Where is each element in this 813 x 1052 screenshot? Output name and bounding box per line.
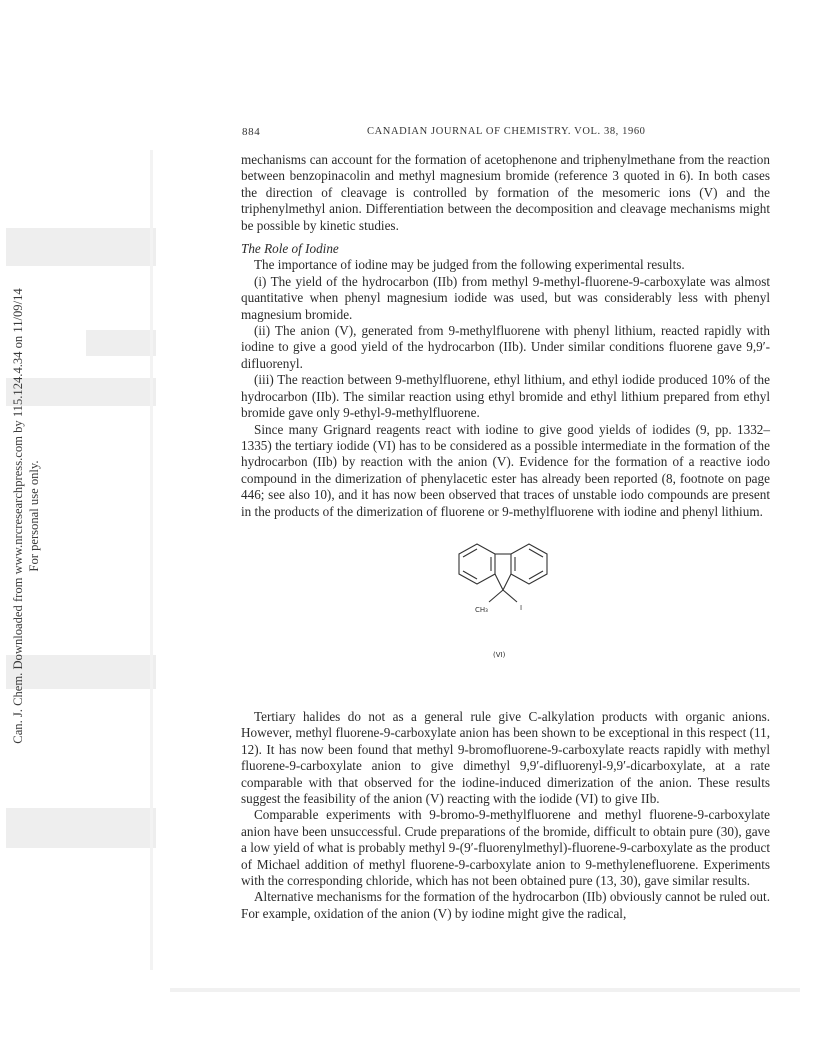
section-heading: The Role of Iodine bbox=[241, 241, 339, 257]
chemical-structure-figure bbox=[241, 526, 770, 682]
download-watermark bbox=[10, 256, 42, 776]
fluorene-structure-diagram bbox=[433, 526, 573, 646]
paragraph-mechanisms: mechanisms can account for the formation of acetophenone and triphenylmethane from the reaction between benzopinacolin and methyl magnesium bromide (reference 3 quoted in 6). In both cases the direction of cleavage is controlled by formation of the mesomeric ions (V) and the triphenylmethyl anion. Differentiation between the decomposition and cleavage mechanisms might be possible by kinetic studies. bbox=[241, 152, 770, 233]
iodine-label: I bbox=[520, 603, 523, 612]
page-number: 884 bbox=[242, 126, 261, 138]
running-header bbox=[241, 126, 770, 152]
paragraph-result-iii: (iii) The reaction between 9-methylfluorene, ethyl lithium, and ethyl iodide produced 10% of the hydrocarbon (IIb). The similar reaction using ethyl bromide and ethyl lithium prepared from ethyl bromide gave only 9-ethyl-9-methylfluorene. bbox=[241, 372, 770, 421]
compound-number-label: (VI) bbox=[493, 650, 506, 659]
paragraph-importance: The importance of iodine may be judged from the following experimental results. bbox=[254, 257, 685, 273]
scan-bottom-smudge bbox=[170, 988, 800, 992]
watermark-line-1: Can. J. Chem. Downloaded from www.nrcresearchpress.com by 115.124.4.34 on 11/09/14 bbox=[11, 288, 25, 744]
paragraph-result-ii: (ii) The anion (V), generated from 9-methylfluorene with phenyl lithium, reacted rapidly with iodine to give a good yield of the hydrocarbon (IIb). Under similar conditions fluorene gave 9,9′-difluorenyl. bbox=[241, 323, 770, 371]
paragraph-comparable-experiments: Comparable experiments with 9-bromo-9-methylfluorene and methyl fluorene-9-carboxylate anion have been unsuccessful. Crude preparations of the bromide, difficult to obtain pure (30), gave a low yield of what is probably methyl 9-(9′-fluorenylmethyl)-fluorene-9-carboxylate as the product of Michael addition of methyl fluorene-9-carboxylate anion to 9-methylenefluorene. Experiments with the corresponding chloride, which has not been obtained pure (13, 30), gave similar results. bbox=[241, 807, 770, 888]
journal-running-title: CANADIAN JOURNAL OF CHEMISTRY. VOL. 38, 1960 bbox=[367, 126, 646, 137]
paragraph-result-i: (i) The yield of the hydrocarbon (IIb) from methyl 9-methyl-fluorene-9-carboxylate was almost quantitative when phenyl magnesium iodide was used, but was considerably less with phenyl magnesium bromide. bbox=[241, 273, 770, 322]
paragraph-alternative-mechanisms: Alternative mechanisms for the formation of the hydrocarbon (IIb) obviously cannot be ruled out. For example, oxidation of the anion (V) by iodine might give the radical, bbox=[241, 889, 770, 921]
paragraph-tertiary-halides: Tertiary halides do not as a general rule give C-alkylation products with organic anions. However, methyl fluorene-9-carboxylate anion has been shown to be exceptional in this respect (11, 12). It has now been found that methyl 9-bromofluorene-9-carboxylate reacts rapidly with methyl fluorene-9-carboxylate anion to give dimethyl 9,9′-difluorenyl-9,9′-dicarboxylate, at a rate comparable with that observed for the iodine-induced dimerization of the anion. These results suggest the feasibility of the anion (V) reacting with the iodide (VI) to give IIb. bbox=[241, 708, 770, 806]
article-page bbox=[241, 126, 770, 922]
methyl-label: CH₃ bbox=[475, 605, 488, 614]
watermark-line-2: For personal use only. bbox=[27, 460, 41, 572]
paragraph-grignard: Since many Grignard reagents react with iodine to give good yields of iodides (9, pp. 1332–1335) the tertiary iodide (VI) has to be considered as a possible intermediate in the formation of the hydrocarbon (IIb) by reaction with the anion (V). Evidence for the formation of a reactive iodo compound in the dimerization of phenylacetic ester has already been reported (8, footnote on page 446; see also 10), and it has now been observed that traces of unstable iodo compounds are present in the products of the dimerization of fluorene or 9-methylfluorene with iodine and phenyl lithium. bbox=[241, 421, 770, 519]
